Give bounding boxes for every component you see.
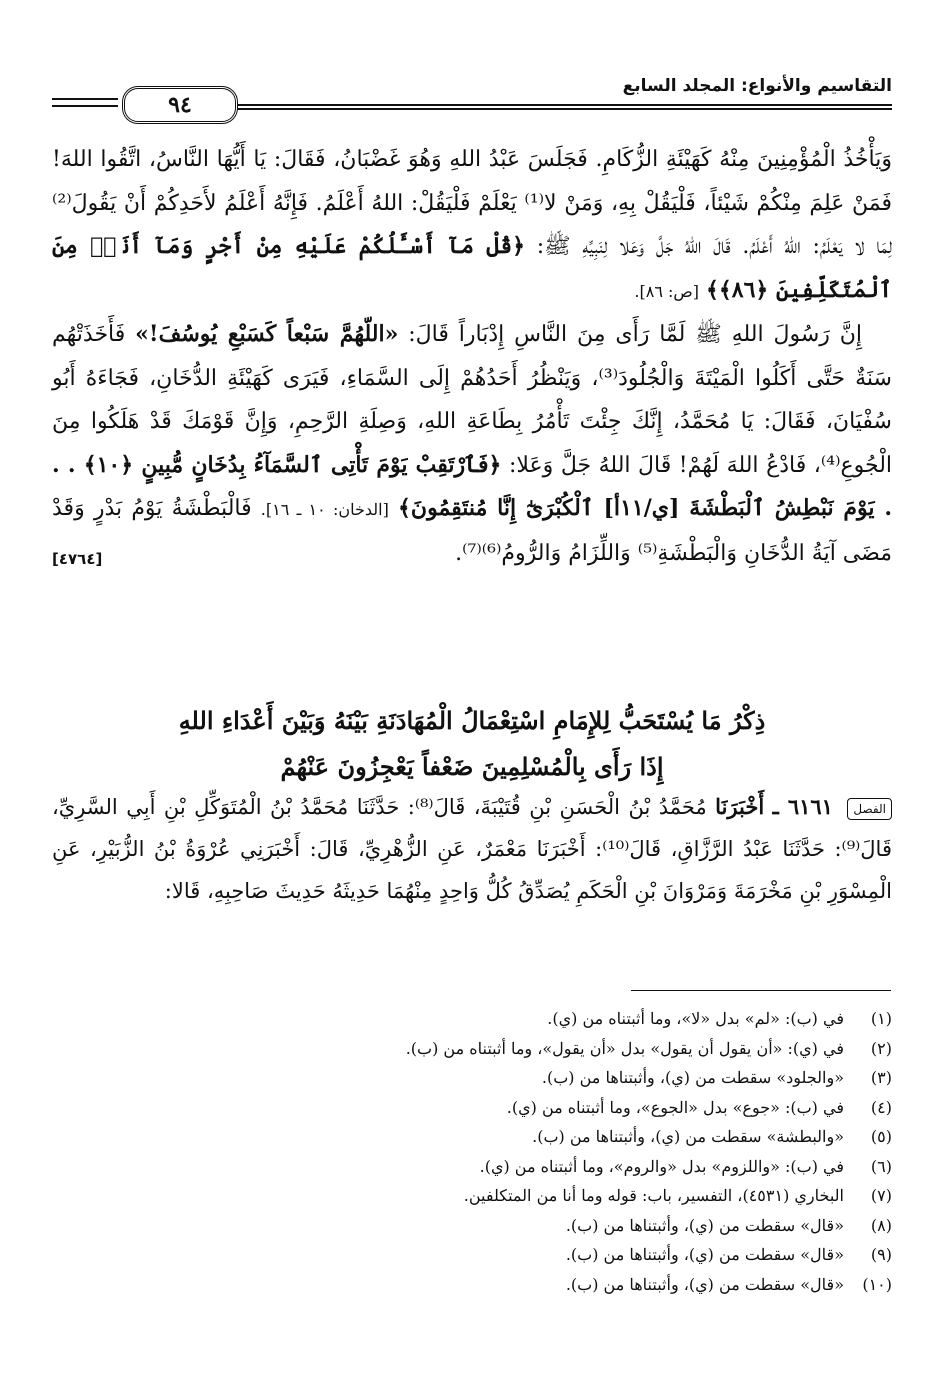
footnote [52,1270,892,1300]
footnote-text: البخاري (٤٥٣١)، التفسير، باب: قوله وما أنا من المتكلفين. [463,1186,844,1205]
section-heading-line: إِذَا رَأَى بِالْمُسْلِمِينَ ضَعْفاً يَعْجِزُونَ عَنْهُمْ [280,752,664,781]
footnote-number: (٦) [870,1156,892,1176]
footnote-number: (٢) [870,1038,892,1058]
footnote [52,1034,892,1064]
prophetic-saying: «اللّهُمَّ سَبْعاً كَسَبْعِ يُوسُفَ!» [135,321,399,347]
footnotes [52,1004,892,1299]
footnote [52,1004,892,1034]
footnote-text: «قال» سقطت من (ي)، وأثبتناها من (ب). [565,1274,844,1294]
paragraph-text: فَأَخَذَتْهُم سَنَةٌ حَتَّى أَكَلُوا الْمَيْتَةَ وَالْجُلُودَ⁽³⁾، وَيَنْظُرُ أَحَدُهُمْ إِلَى السَّمَاءِ، فَيَرَى كَهَيْئَةِ الدُّخَانِ، فَجَاءَهُ أَبُو سُفْيَانَ، فَقَالَ: يَا مُحَمَّدُ، إِنَّكَ جِئْتَ تَأْمُرُ بِطَاعَةِ اللهِ، وَصِلَةِ الرَّحِمِ، وَإِنَّ قَوْمَكَ قَدْ هَلَكُوا مِنَ الْجُوعِ⁽⁴⁾، فَادْعُ اللهَ لَهُمْ! قَالَ اللهُ جَلَّ وَعَلا: [52,322,893,478]
footnote-text: «قال» سقطت من (ي)، وأثبتناها من (ب). [565,1245,844,1264]
hadith-opening: أَخْبَرَنَا [715,794,765,819]
main-text [52,138,892,581]
footnote-text: في (ب): «لم» بدل «لا»، وما أثبتناه من (ي). [547,1009,844,1028]
paragraph-2 [52,313,892,575]
section-heading [52,698,892,790]
hadith-block [52,786,892,912]
hadith-number: ٦١٦١ ـ [772,794,833,819]
footnote [52,1152,892,1182]
footnote [52,1211,892,1241]
verse-reference: [الدخان: ١٠ ـ ١٦]. [260,500,389,519]
page-number: ٩٤ [122,86,238,124]
footnote-number: (٩) [870,1245,892,1264]
footnote-text: في (ب): «واللزوم» بدل «والروم»، وما أثبتناه من (ي). [479,1156,844,1176]
header-rule-left [52,98,118,107]
section-heading-line: ذِكْرُ مَا يُسْتَحَبُّ لِلإِمَامِ اسْتِعْمَالُ الْمُهَادَنَةِ بَيْنَهُ وَبَيْنَ أَعْدَاءِ اللهِ [178,706,766,735]
chapter-badge: الفصل [847,798,892,820]
hadith-text: مُحَمَّدُ بْنُ الْحَسَنِ بْنِ قُتَيْبَةَ، قَالَ⁽⁸⁾: حَدَّثَنَا مُحَمَّدُ بْنُ الْمُتَوَكِّلِ بْنِ أَبِي السَّرِيِّ، قَالَ⁽⁹⁾: حَدَّثَنَا عَبْدُ الرَّزَّاقِ، قَالَ⁽¹⁰⁾: أَخْبَرَنَا مَعْمَرٌ، عَنِ الزُّهْرِيِّ، قَالَ: أَخْبَرَنِي عُرْوَةُ بْنُ الزُّبَيْرِ، عَنِ الْمِسْوَرِ بْنِ مَخْرَمَةَ وَمَرْوَانَ بْنِ الْحَكَمِ يُصَدِّقُ كُلُّ وَاحِدٍ مِنْهُمَا حَدِيثَهُ حَدِيثَ صَاحِبِهِ، قَالا: [52,795,892,903]
quran-verse: ﴿فَٱرْتَقِبْ يَوْمَ تَأْتِى ٱلسَّمَآءُ بِدُخَانٍ مُّبِينٍ ﴿١٠﴾ . . . يَوْمَ نَبْطِشُ ٱلْبَطْشَةَ [ي/١١أ] ٱلْكُبْرَىٰٓ إِنَّا مُنتَقِمُونَ﴾ [52,451,893,521]
quran-verse: ﴿قُلْ مَآ أَسْـَٔلُكُمْ عَلَيْهِ مِنْ أَجْرٍ وَمَآ أَنَا۠ مِنَ ٱلْمُتَكَلِّفِينَ ﴿٨٦﴾﴾ [52,233,892,303]
footnote-text: «قال» سقطت من (ي)، وأثبتناها من (ب). [565,1215,844,1235]
footnote-text: في (ي): «أن يقول أن يقول» بدل «أن يقول»، وما أثبتناه من (ب). [405,1038,844,1058]
footnote-text: «والجلود» سقطت من (ي)، وأثبتناها من (ب). [541,1068,844,1087]
running-title: التقاسيم والأنواع: المجلد السابع [622,76,892,96]
footnote [52,1181,892,1211]
footnote-divider [631,990,891,991]
header-rule [162,108,892,110]
footnote-number: (١) [870,1009,892,1028]
footnote-number: (١٠) [862,1274,892,1294]
footnote-text: في (ب): «جوع» بدل «الجوع»، وما أثبتناه من (ي). [506,1097,844,1117]
hadith-reference-number: [٤٧٦٤] [52,549,103,568]
paragraph-text: فَالْبَطْشَةُ يَوْمُ بَدْرٍ وَقَدْ مَضَى آيَةُ الدُّخَانِ وَالْبَطْشَةِ⁽⁵⁾ وَاللِّزَامُ وَالرُّومُ⁽⁶⁾⁽⁷⁾. [52,496,892,566]
footnote-number: (٣) [870,1068,892,1087]
footnote-number: (٥) [870,1127,892,1146]
paragraph-text: إِنَّ رَسُولَ اللهِ ﷺ لَمَّا رَأَى مِنَ النَّاسِ إِدْبَاراً قَالَ: [408,322,863,347]
footnote-number: (٤) [870,1097,892,1117]
paragraph-text: وَيَأْخُذُ الْمُؤْمِنِينَ مِنْهُ كَهَيْئَةِ الزُّكَامِ. فَجَلَسَ عَبْدُ اللهِ وَهُوَ غَضْبَانُ، فَقَالَ: يَا أَيُّهَا النَّاسُ، اتَّقُوا اللهَ! فَمَنْ عَلِمَ مِنْكُمْ شَيْئاً، فَلْيَقُلْ بِهِ، وَمَنْ لا⁽¹⁾ يَعْلَمْ فَلْيَقُلْ: اللهُ أَعْلَمُ. فَإِنَّهُ أَعْلَمُ لأَحَدِكُمْ أَنْ يَقُولَ⁽²⁾ لِمَا لا يَعْلَمُ: اللهُ أَعْلَمُ. قَالَ اللهُ جَلَّ وَعَلا لِنَبِيِّهِ ﷺ: [52,147,892,259]
header-rule [162,104,892,106]
page-header [52,74,892,124]
footnote [52,1122,892,1152]
footnote-number: (٨) [870,1215,892,1235]
footnote [52,1063,892,1093]
paragraph-1 [52,138,892,313]
footnote-number: (٧) [870,1186,892,1205]
verse-reference: [ص: ٨٦]. [634,281,699,301]
footnote [52,1093,892,1123]
footnote-text: «والبطشة» سقطت من (ي)، وأثبتناها من (ب). [532,1127,844,1146]
footnote [52,1240,892,1270]
